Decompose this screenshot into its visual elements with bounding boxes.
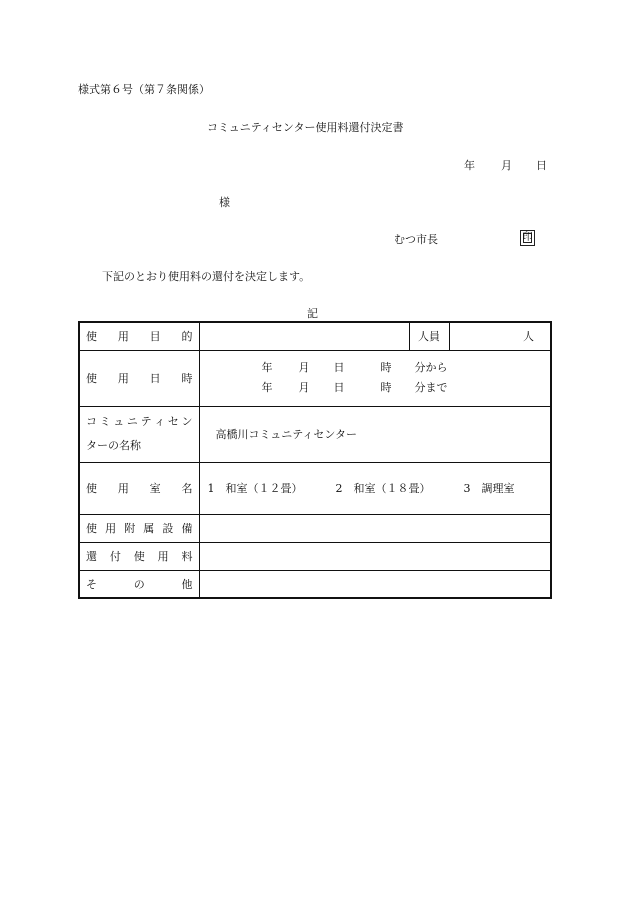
room-options [199,462,551,514]
attendees-label: 人員 [409,322,449,350]
row-other [79,570,551,598]
room-option-1[interactable]: 1 和室（１２畳） [207,482,303,495]
row-purpose [79,322,551,350]
other-label: そ の 他 [79,570,199,598]
row-datetime [79,350,551,406]
equipment-label: 使 用 附 属 設 備 [79,514,199,542]
equipment-field[interactable] [199,514,551,542]
date-day-label: 日 [536,159,547,172]
room-option-2[interactable]: 2 和室（１８畳） [335,482,431,495]
purpose-label: 使 用 目 的 [79,322,199,350]
form-number: 様式第６号（第７条関係） [78,83,210,96]
addressee-suffix: 様 [219,196,230,209]
date-month-label: 月 [501,159,512,172]
date-year-label: 年 [464,159,475,172]
row-room [79,462,551,514]
attendees-field[interactable] [449,322,551,350]
datetime-from-row: 年 月 日 時 分から [261,361,448,374]
document-title: コミュニティセンター使用料還付決定書 [207,121,404,134]
room-option-3[interactable]: 3 調理室 [463,482,515,495]
room-label: 使 用 室 名 [79,462,199,514]
center-name-value: 高橋川コミュニティセンター [199,406,551,462]
attendees-unit: 人 [523,330,534,344]
datetime-label: 使 用 日 時 [79,350,199,406]
seal-mark: 印 [520,230,535,246]
issuer-name: むつ市長 [394,233,438,246]
form-table [78,321,552,599]
refund-label: 還 付 使 用 料 [79,542,199,570]
center-name-label: コ ミ ュ ニ テ ィ セ ン ターの名称 [79,406,199,462]
row-refund [79,542,551,570]
datetime-field[interactable] [199,350,551,406]
row-center-name [79,406,551,462]
datetime-to-row: 年 月 日 時 分まで [261,381,448,394]
ki-heading: 記 [307,307,318,320]
intro-text: 下記のとおり使用料の還付を決定します。 [102,270,311,283]
other-field[interactable] [199,570,551,598]
row-equipment [79,514,551,542]
purpose-field[interactable] [199,322,409,350]
refund-field[interactable] [199,542,551,570]
